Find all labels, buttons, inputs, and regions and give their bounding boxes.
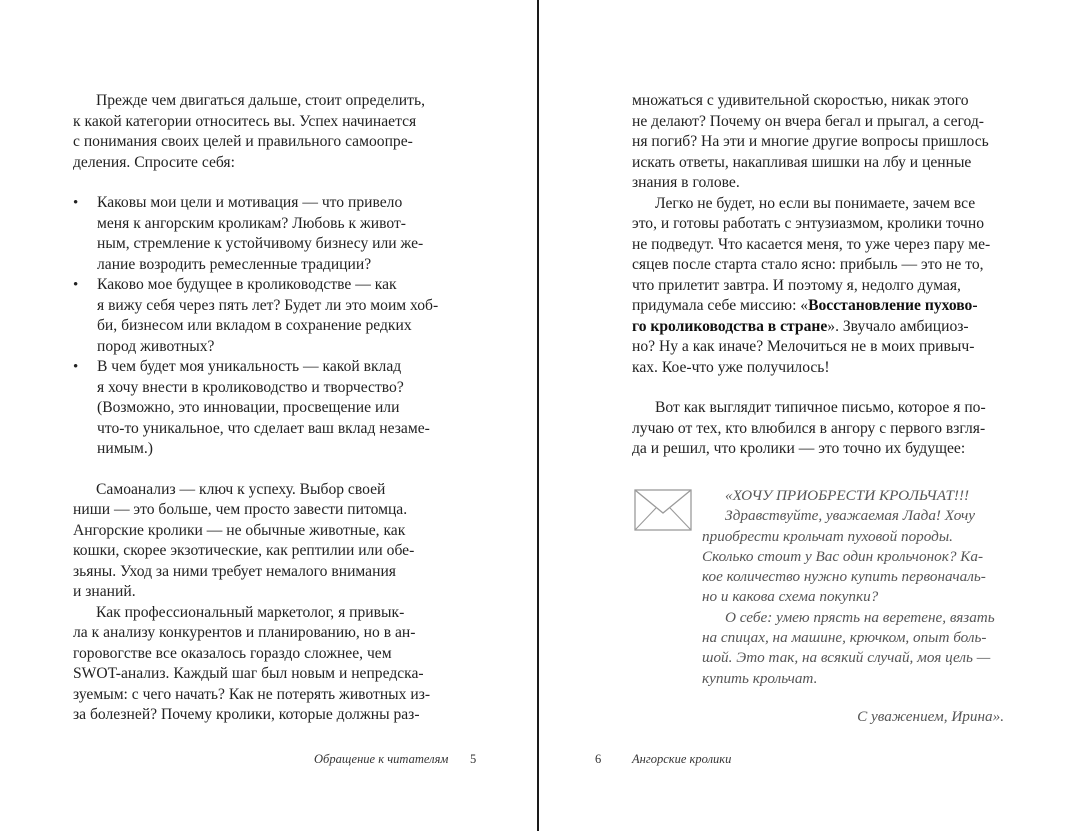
paragraph-line: Как профессиональный маркетолог, я привык- [96,603,405,621]
intro-line: Прежде чем двигаться дальше, стоит определить, [96,92,425,109]
intro-paragraph [73,91,443,112]
letter-quote [702,486,1005,689]
letter-signature: С уважением, Ирина». [857,708,1004,725]
left-page-text [73,91,443,726]
paragraph-line: ня погиб? На эти и многие другие вопросы пришлось [632,133,989,150]
paragraph [632,91,1004,194]
list-line: В чем будет моя уникальность — какой вклад [97,358,402,375]
letter-line: О себе: умею прясть на веретене, вязать [725,608,995,626]
page-number: 5 [470,752,477,766]
paragraph [73,603,443,726]
letter-line: приобрести крольчат пуховой породы. [702,527,953,545]
paragraph-line: Вот как выглядит типичное письмо, которое я по- [655,399,986,416]
paragraph [632,398,1004,460]
footer-title: Ангорские кролики [632,752,732,766]
paragraph-line: Легко не будет, но если вы понимаете, зачем все [655,194,976,212]
letter-line: Сколько стоит у Вас один крольчонок? Ка- [702,547,983,565]
paragraph-line: зьяны. Уход за ними требует немалого внимания [73,562,396,580]
paragraph-line: за болезней? Почему кролики, которые должны раз- [73,706,420,723]
paragraph-line: SWOT-анализ. Каждый шаг был новым и непредска- [73,665,424,682]
intro-line: с понимания своих целей и правильного самоопре- [73,133,413,150]
list-line: би, бизнесом или вкладом в сохранение редких [97,317,412,334]
list-line: лание возродить ремесленные традиции? [97,255,372,273]
letter-line: Здравствуйте, уважаемая Лада! Хочу [725,507,975,525]
intro-line: к какой категории относитесь вы. Успех начинается [73,112,417,130]
paragraph-line: горовогстве все оказалось гораздо сложнее, чем [73,644,392,662]
left-page [0,0,537,831]
list-line: Каково мое будущее в кролиководстве — как [97,276,397,293]
paragraph-line: искать ответы, накапливая шишки на лбу и ценные [632,153,972,171]
right-page [539,0,1075,831]
letter-heading: «ХОЧУ ПРИОБРЕСТИ КРОЛЬЧАТ!!! [725,487,970,504]
paragraph-line: ниши — это больше, чем просто завести питомца. [73,501,408,518]
list-line: ным, стремление к устойчивому бизнесу или же- [97,235,424,252]
list-item [73,357,443,460]
paragraph-line: лучаю от тех, кто влюбился в ангору с первого взгля- [632,419,986,437]
paragraph-line: да и решил, что кролики — это точно их будущее: [632,440,966,457]
question-list [73,193,443,460]
paragraph-line: знания в голове. [632,174,740,191]
list-item [73,193,443,275]
list-line: я хочу внести в кролиководство и творчество? [97,378,404,396]
paragraph-line: ла к анализу конкурентов и планированию, но в ан- [73,624,416,641]
letter-line: шой. Это так, на всякий случай, моя цель — [702,649,991,667]
paragraph [632,194,1004,379]
letter-line: купить крольчат. [702,669,818,687]
paragraph-line: кошки, скорее экзотические, как рептилии или обе- [73,542,415,559]
paragraph-line: сяцев после старта стало ясно: прибыль — это не то, [632,256,984,273]
paragraph-line: не делают? Почему он вчера бегал и прыгал, а сегод- [632,112,984,130]
list-line: (Возможно, это инновации, просвещение или [97,399,400,416]
list-line: я вижу себя через пять лет? Будет ли это моим хоб- [97,296,439,314]
paragraph-line: это, и готовы работать с энтузиазмом, кролики точно [632,215,985,232]
paragraph-line: ках. Кое-что уже получилось! [632,358,830,376]
letter-line: но и какова схема покупки? [702,588,879,606]
list-line: меня к ангорским кроликам? Любовь к живот- [97,214,406,232]
list-line: что-то уникальное, что сделает ваш вклад незаме- [97,419,430,437]
mission-suffix: ». Звучало амбициоз- [827,317,969,335]
mission-line [632,317,1004,338]
paragraph-line: не подведут. Что касается меня, то уже через пару ме- [632,235,991,253]
mission-prefix: придумала себе миссию: « [632,297,809,314]
paragraph-line: Самоанализ — ключ к успеху. Выбор своей [96,480,386,498]
envelope-icon [634,489,692,535]
paragraph-line: зуемым: с чего начать? Как не потерять животных из- [73,685,431,703]
intro-line: деления. Спросите себя: [73,153,235,171]
list-line: Каковы мои цели и мотивация — что привело [97,194,403,211]
list-line: нимым.) [97,440,153,457]
bullet-icon: • [73,195,79,211]
list-item [73,275,443,357]
letter-line: на спицах, на машине, крючком, опыт боль- [702,629,987,647]
running-footer [632,752,731,767]
paragraph-line: но? Ну а как иначе? Мелочиться не в моих привыч- [632,338,975,355]
mission-bold: Восстановление пухово- [808,297,978,314]
paragraph-line: множаться с удивительной скоростью, никак этого [632,92,969,109]
bullet-icon: • [73,277,79,293]
list-line: пород животных? [97,337,215,355]
footer-title: Обращение к читателям [314,752,449,766]
bullet-icon: • [73,359,79,375]
page-number: 6 [595,752,602,766]
running-footer [314,752,448,767]
paragraph-line: и знаний. [73,583,136,600]
paragraph-line: что прилетит завтра. И поэтому я, недолго думая, [632,276,961,294]
mission-line [632,296,1004,317]
paragraph [73,480,443,603]
paragraph-line: Ангорские кролики — не обычные животные, как [73,521,406,539]
right-page-text [632,91,1004,460]
mission-bold: го кролиководства в стране [632,317,828,335]
letter-line: кое количество нужно купить первоначаль- [702,568,986,586]
